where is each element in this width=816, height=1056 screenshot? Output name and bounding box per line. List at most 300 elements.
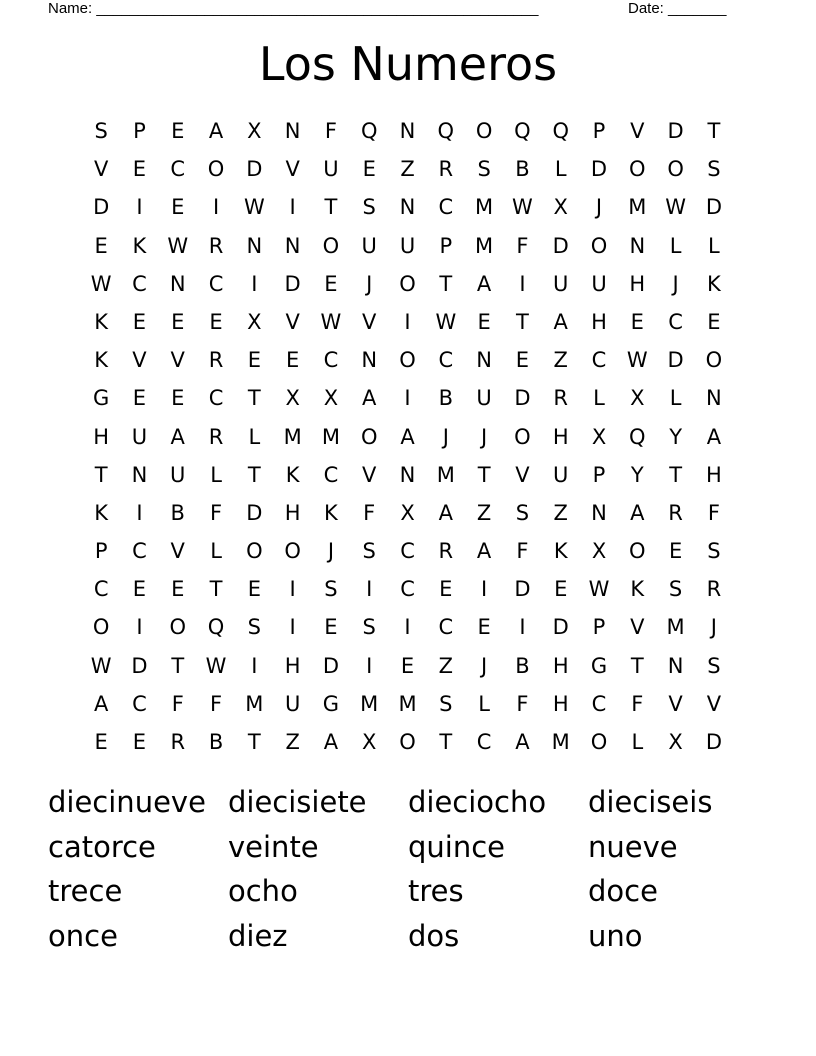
grid-letter: C: [132, 691, 147, 716]
grid-letter: L: [669, 386, 682, 411]
grid-letter: C: [132, 539, 147, 564]
grid-letter: L: [248, 424, 261, 449]
grid-letter: D: [131, 653, 148, 678]
grid-letter: A: [323, 730, 339, 754]
grid-letter: G: [322, 691, 340, 716]
grid-letter: O: [284, 539, 301, 564]
grid-letter: X: [400, 500, 415, 525]
grid-letter: Z: [553, 348, 568, 373]
grid-letter: T: [439, 271, 453, 296]
grid-letter: R: [208, 233, 224, 258]
grid-letter: T: [707, 119, 721, 143]
grid-letter: P: [133, 119, 146, 143]
grid-letter: S: [324, 577, 338, 602]
grid-letter: M: [245, 691, 264, 716]
grid-letter: E: [94, 233, 108, 258]
grid-letter: M: [475, 195, 494, 220]
grid-letter: C: [591, 691, 607, 716]
grid-letter: H: [552, 653, 569, 678]
grid-letter: N: [284, 233, 301, 258]
page-title: Los Numeros: [258, 37, 558, 91]
grid-letter: K: [630, 577, 645, 602]
grid-letter: H: [629, 271, 646, 296]
grid-letter: R: [668, 500, 683, 525]
grid-letter: A: [515, 730, 530, 754]
grid-letter: Z: [400, 157, 415, 182]
grid-letter: X: [362, 730, 377, 754]
grid-letter: V: [668, 691, 683, 716]
grid-letter: E: [171, 195, 185, 220]
grid-letter: A: [170, 424, 185, 449]
grid-letter: N: [361, 348, 378, 373]
grid-letter: S: [707, 157, 721, 182]
grid-letter: T: [94, 462, 108, 487]
grid-letter: B: [438, 386, 454, 411]
grid-letter: Q: [207, 615, 225, 640]
grid-letter: Q: [360, 119, 378, 143]
grid-letter: O: [590, 233, 608, 258]
grid-letter: V: [706, 691, 722, 716]
grid-letter: T: [171, 653, 185, 678]
grid-letter: X: [553, 195, 568, 220]
grid-letter: D: [705, 195, 722, 220]
grid-letter: W: [588, 577, 610, 602]
grid-letter: S: [362, 195, 376, 220]
grid-letter: T: [247, 386, 261, 411]
grid-letter: O: [475, 119, 493, 143]
grid-letter: V: [170, 539, 185, 564]
grid-letter: A: [553, 309, 568, 334]
grid-letter: H: [552, 691, 569, 716]
grid-letter: P: [94, 539, 108, 564]
grid-letter: F: [324, 119, 337, 143]
grid-letter: I: [136, 500, 143, 525]
grid-letter: O: [590, 730, 608, 754]
grid-letter: W: [435, 309, 457, 334]
grid-letter: Q: [552, 119, 569, 143]
grid-letter: S: [707, 539, 721, 564]
grid-letter: Z: [553, 500, 568, 525]
grid-letter: A: [630, 500, 645, 525]
grid-letter: F: [363, 500, 376, 525]
grid-letter: S: [94, 119, 108, 143]
grid-letter: P: [592, 462, 606, 487]
grid-letter: J: [442, 424, 449, 449]
grid-letter: O: [705, 348, 723, 373]
grid-letter: N: [246, 233, 263, 258]
grid-letter: L: [554, 157, 567, 182]
grid-letter: F: [631, 691, 644, 716]
grid-letter: E: [668, 539, 683, 564]
grid-letter: R: [208, 424, 224, 449]
grid-letter: Y: [630, 462, 644, 487]
grid-letter: T: [477, 462, 491, 487]
grid-letter: U: [399, 233, 416, 258]
grid-letter: L: [631, 730, 644, 754]
grid-letter: M: [551, 730, 570, 754]
grid-letter: H: [591, 309, 607, 334]
grid-letter: S: [668, 577, 683, 602]
grid-letter: F: [171, 691, 184, 716]
grid-letter: U: [361, 233, 377, 258]
grid-letter: A: [400, 424, 415, 449]
grid-letter: D: [705, 730, 722, 754]
grid-letter: F: [516, 539, 529, 564]
grid-letter: W: [205, 653, 227, 678]
grid-letter: C: [438, 195, 454, 220]
grid-letter: S: [477, 157, 491, 182]
grid-letter: X: [591, 539, 607, 564]
grid-letter: R: [438, 157, 454, 182]
grid-letter: D: [552, 233, 569, 258]
grid-letter: M: [321, 424, 340, 449]
grid-letter: B: [515, 157, 530, 182]
grid-letter: U: [323, 157, 339, 182]
grid-letter: O: [92, 615, 110, 640]
grid-letter: E: [132, 730, 147, 754]
grid-letter: O: [207, 157, 225, 182]
grid-letter: S: [247, 615, 261, 640]
grid-letter: X: [668, 730, 683, 754]
grid-letter: C: [438, 348, 454, 373]
grid-letter: N: [476, 348, 492, 373]
grid-letter: Q: [437, 119, 455, 143]
grid-letter: C: [208, 271, 224, 296]
grid-letter: T: [247, 730, 261, 754]
grid-letter: E: [171, 577, 185, 602]
grid-letter: J: [595, 195, 603, 220]
grid-letter: O: [322, 233, 340, 258]
grid-letter: O: [360, 424, 378, 449]
grid-letter: J: [481, 653, 488, 678]
grid-letter: I: [289, 615, 296, 640]
grid-letter: F: [209, 691, 223, 716]
grid-letter: X: [323, 386, 339, 411]
grid-letter: A: [476, 271, 492, 296]
grid-letter: B: [515, 653, 530, 678]
grid-letter: A: [438, 500, 453, 525]
grid-letter: A: [706, 424, 722, 449]
grid-letter: Z: [476, 500, 492, 525]
grid-letter: E: [630, 309, 644, 334]
grid-letter: X: [285, 386, 300, 411]
grid-letter: V: [132, 348, 147, 373]
grid-letter: Q: [514, 119, 531, 143]
grid-letter: R: [553, 386, 568, 411]
word-list-item: veinte: [228, 829, 319, 864]
grid-letter: E: [362, 157, 376, 182]
grid-letter: E: [132, 157, 147, 182]
grid-letter: O: [629, 539, 646, 564]
grid-letter: L: [669, 233, 682, 258]
grid-letter: T: [209, 577, 223, 602]
grid-letter: C: [591, 348, 607, 373]
grid-letter: O: [629, 157, 646, 182]
grid-letter: X: [247, 309, 262, 334]
grid-letter: L: [210, 539, 222, 564]
grid-letter: R: [706, 577, 722, 602]
grid-letter: C: [400, 577, 415, 602]
grid-letter: I: [366, 653, 373, 678]
grid-letter: F: [707, 500, 720, 525]
word-list-item: diecinueve: [48, 785, 206, 819]
word-list: [48, 780, 768, 958]
grid-letter: L: [210, 462, 222, 487]
grid-letter: N: [399, 195, 416, 220]
grid-letter: U: [284, 691, 301, 716]
grid-letter: D: [552, 615, 569, 640]
grid-letter: E: [247, 577, 261, 602]
grid-letter: N: [131, 462, 148, 487]
grid-letter: W: [243, 195, 265, 220]
grid-letter: N: [591, 500, 607, 525]
grid-letter: N: [284, 119, 301, 143]
grid-letter: T: [630, 653, 644, 678]
grid-letter: T: [247, 462, 261, 487]
grid-letter: I: [366, 577, 373, 602]
grid-letter: W: [626, 348, 648, 373]
grid-letter: J: [481, 424, 488, 449]
grid-letter: C: [208, 386, 224, 411]
grid-letter: M: [666, 615, 685, 640]
grid-letter: I: [404, 309, 411, 334]
word-list-item: dieciocho: [408, 785, 547, 819]
word-list-item: nueve: [588, 829, 678, 864]
grid-letter: T: [516, 309, 529, 334]
grid-letter: J: [710, 615, 717, 640]
word-list-item: diez: [228, 918, 288, 953]
grid-letter: D: [590, 157, 608, 182]
grid-letter: O: [169, 615, 186, 640]
grid-letter: M: [398, 691, 417, 716]
grid-letter: F: [209, 500, 223, 525]
grid-letter: U: [553, 271, 569, 296]
grid-letter: V: [170, 348, 185, 373]
grid-letter: M: [475, 233, 494, 258]
grid-letter: E: [324, 615, 338, 640]
grid-letter: E: [439, 577, 453, 602]
grid-letter: O: [246, 539, 263, 564]
grid-letter: N: [169, 271, 186, 296]
grid-letter: I: [212, 195, 220, 220]
word-list-item: ocho: [228, 874, 298, 908]
grid-letter: J: [327, 539, 335, 564]
grid-letter: C: [93, 577, 109, 602]
grid-letter: L: [478, 691, 490, 716]
grid-letter: S: [439, 691, 453, 716]
grid-letter: P: [592, 119, 606, 143]
grid-letter: P: [592, 615, 606, 640]
grid-letter: X: [247, 119, 262, 143]
grid-letter: V: [285, 309, 300, 334]
grid-letter: M: [283, 424, 302, 449]
grid-letter: H: [93, 424, 110, 449]
grid-letter: E: [400, 653, 415, 678]
name-field-label: Name: _____________________________________________________: [48, 0, 539, 17]
grid-letter: C: [323, 348, 339, 373]
grid-letter: U: [553, 462, 569, 487]
grid-letter: D: [514, 386, 531, 411]
grid-letter: U: [170, 462, 186, 487]
grid-letter: W: [167, 233, 189, 258]
grid-letter: S: [362, 615, 376, 640]
grid-letter: I: [289, 195, 296, 220]
grid-letter: D: [514, 577, 531, 602]
grid-letter: E: [94, 730, 108, 754]
grid-letter: E: [209, 309, 223, 334]
grid-letter: C: [132, 271, 147, 296]
grid-letter: N: [399, 462, 416, 487]
grid-letter: K: [94, 309, 109, 334]
grid-letter: E: [707, 309, 721, 334]
grid-letter: A: [362, 386, 377, 411]
grid-letter: I: [481, 577, 488, 602]
grid-letter: Y: [669, 424, 683, 449]
grid-letter: D: [93, 195, 110, 220]
grid-letter: H: [552, 424, 569, 449]
grid-letter: E: [171, 119, 185, 143]
grid-letter: H: [284, 653, 301, 678]
grid-letter: K: [94, 500, 109, 525]
grid-letter: M: [436, 462, 455, 487]
grid-letter: E: [171, 309, 185, 334]
grid-letter: W: [320, 309, 342, 334]
word-list-item: dos: [408, 918, 460, 953]
grid-letter: D: [284, 271, 301, 296]
grid-letter: E: [132, 577, 147, 602]
word-list-item: trece: [48, 874, 123, 908]
grid-letter: C: [400, 539, 415, 564]
grid-letter: O: [399, 271, 416, 296]
grid-letter: V: [630, 119, 645, 143]
grid-letter: T: [669, 462, 683, 487]
grid-letter: H: [706, 462, 722, 487]
grid-letter: S: [707, 653, 721, 678]
grid-letter: J: [672, 271, 679, 296]
grid-letter: I: [251, 271, 258, 296]
grid-letter: V: [285, 157, 300, 182]
letter-grid: [82, 112, 733, 761]
grid-letter: R: [170, 730, 186, 754]
word-list-item: uno: [588, 918, 643, 953]
grid-letter: V: [630, 615, 645, 640]
grid-letter: W: [90, 653, 112, 678]
grid-letter: A: [93, 691, 109, 716]
grid-letter: A: [208, 119, 224, 143]
grid-letter: I: [289, 577, 296, 602]
grid-letter: E: [515, 348, 530, 373]
grid-letter: M: [628, 195, 647, 220]
grid-letter: K: [324, 500, 338, 525]
grid-letter: I: [136, 195, 143, 220]
grid-letter: E: [285, 348, 300, 373]
grid-letter: A: [476, 539, 492, 564]
grid-letter: R: [208, 348, 224, 373]
word-list-item: diecisiete: [228, 785, 367, 819]
grid-letter: C: [170, 157, 186, 182]
grid-letter: N: [399, 119, 416, 143]
word-list-item: quince: [408, 829, 506, 864]
grid-letter: C: [476, 730, 492, 754]
grid-letter: V: [362, 462, 377, 487]
grid-letter: O: [514, 424, 531, 449]
grid-letter: O: [399, 348, 416, 373]
grid-letter: S: [362, 539, 376, 564]
grid-letter: E: [132, 309, 147, 334]
grid-letter: V: [362, 309, 377, 334]
grid-letter: J: [366, 271, 373, 296]
grid-letter: Z: [285, 730, 300, 754]
grid-letter: C: [668, 309, 683, 334]
grid-letter: V: [93, 157, 109, 182]
word-list-item: doce: [588, 874, 658, 908]
grid-letter: E: [477, 309, 491, 334]
grid-letter: B: [208, 730, 224, 754]
grid-letter: W: [90, 271, 112, 296]
grid-letter: I: [519, 615, 526, 640]
grid-letter: X: [591, 424, 607, 449]
grid-letter: X: [630, 386, 645, 411]
grid-letter: D: [322, 653, 340, 678]
grid-letter: L: [708, 233, 720, 258]
grid-letter: D: [667, 348, 684, 373]
grid-letter: G: [93, 386, 110, 411]
grid-letter: K: [707, 271, 721, 296]
grid-letter: Q: [629, 424, 646, 449]
word-list-item: catorce: [48, 829, 156, 864]
grid-letter: I: [251, 653, 258, 678]
grid-letter: E: [247, 348, 261, 373]
grid-letter: F: [516, 233, 529, 258]
grid-letter: O: [667, 157, 684, 182]
grid-letter: M: [360, 691, 379, 716]
grid-letter: I: [136, 615, 143, 640]
grid-letter: D: [246, 157, 263, 182]
grid-letter: T: [324, 195, 338, 220]
word-list-item: once: [48, 918, 118, 953]
grid-letter: P: [439, 233, 453, 258]
grid-letter: I: [404, 615, 411, 640]
grid-letter: W: [665, 195, 686, 220]
grid-letter: U: [131, 424, 148, 449]
grid-letter: R: [438, 539, 454, 564]
grid-letter: I: [404, 386, 411, 411]
grid-letter: E: [554, 577, 568, 602]
grid-letter: U: [591, 271, 607, 296]
grid-letter: B: [170, 500, 185, 525]
grid-letter: G: [590, 653, 608, 678]
grid-letter: N: [629, 233, 646, 258]
grid-letter: D: [246, 500, 263, 525]
grid-letter: Z: [438, 653, 454, 678]
grid-letter: W: [512, 195, 533, 220]
grid-letter: C: [438, 615, 454, 640]
grid-letter: E: [324, 271, 338, 296]
word-list-item: dieciseis: [588, 785, 713, 819]
worksheet-header: [48, 0, 748, 20]
date-field-label: Date: _______: [628, 0, 727, 17]
grid-letter: H: [284, 500, 301, 525]
grid-letter: E: [171, 386, 185, 411]
grid-letter: C: [323, 462, 339, 487]
grid-letter: F: [516, 691, 529, 716]
grid-letter: S: [515, 500, 530, 525]
grid-letter: D: [667, 119, 684, 143]
grid-letter: K: [132, 233, 147, 258]
grid-letter: V: [515, 462, 530, 487]
grid-letter: K: [285, 462, 300, 487]
grid-letter: N: [667, 653, 684, 678]
